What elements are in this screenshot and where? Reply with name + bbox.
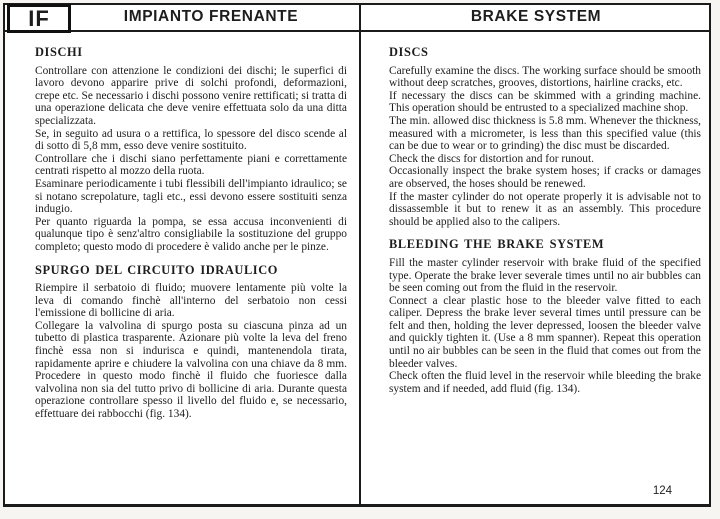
column-divider (359, 3, 361, 507)
page-number: 124 (652, 485, 672, 497)
section-logo-if (7, 4, 71, 33)
section-heading: BLEEDING THE BRAKE SYSTEM (389, 237, 605, 252)
header-title-english: BRAKE SYSTEM (470, 8, 602, 25)
paragraph: Check often the fluid level in the reservoir while bleeding the brake system and if needed, add fluid (fig. 134). (389, 370, 701, 395)
paragraph: Carefully examine the discs. The working surface should be smooth without deep scratches, grooves, distortions, hairline cracks, etc. (389, 64, 701, 90)
paragraph: Controllare con attenzione le condizioni dei dischi; le superfici di lavoro devono apparire prive di solchi profondi, deformazioni, crepe etc. Se necessario i dischi possono venire rettificati; si tratta di una operazione delicata che deve venire effettuata solo da una ditta specializzata. (35, 64, 347, 127)
paragraph: Collegare la valvolina di spurgo posta su ciascuna pinza ad un tubetto di plastica trasparente. Azionare più volte la leva del freno finchè essa non si indurisca e quindi, mantenendola tirata, rapidamente aprire e chiudere la valvolina con una chiave da 8 mm. Procedere in questo modo finchè il fluido che fuoriesce dalla valvolina non sia del tutto privo di bollicine di aria. Durante questa operazione controllare spesso il livello del fluido e, se necessario, effettuare dei rabbocchi (fig. 134). (35, 319, 347, 421)
paragraph: Occasionally inspect the brake system hoses; if cracks or damages are observed, the hoses should be renewed. (389, 165, 701, 190)
paragraph: Controllare che i dischi siano perfettamente piani e correttamente centrati rispetto al mozzo della ruota. (35, 152, 347, 178)
text-section (389, 238, 701, 395)
paragraph: The min. allowed disc thickness is 5.8 mm. Whenever the thickness, measured with a micrometer, is less than this specified value (this can be due to wear or to grinding) the disc must be discarded. (389, 114, 701, 153)
section-heading: DISCS (389, 45, 429, 59)
section-heading: DISCHI (35, 45, 83, 59)
section-heading: SPURGO DEL CIRCUITO IDRAULICO (35, 262, 279, 277)
header-rule (3, 30, 711, 32)
text-section (35, 264, 347, 421)
column-english (389, 46, 701, 395)
paragraph: Se, in seguito ad usura o a rettifica, lo spessore del disco scende al di sotto di 5,8 mm, esso deve venire sostituito. (35, 127, 347, 153)
text-section (389, 46, 701, 228)
paragraph: Connect a clear plastic hose to the bleeder valve fitted to each caliper. Depress the brake lever several times until pressure can be felt and then, holding the lever depressed, loosen the bleeder valve and quickly tighten it. (Use a 8 mm spanner). Repeat this operation until no air bubbles can be seen in the fluid that comes out from the bleeder valves. (389, 294, 701, 370)
paragraph: Check the discs for distortion and for runout. (389, 152, 594, 165)
header-title-italian: IMPIANTO FRENANTE (123, 8, 299, 25)
paragraph: If the master cylinder do not operate properly it is advisable not to dissassemble it but to renew it as an assembly. This procedure should be applied also to the calipers. (389, 190, 701, 228)
paragraph: Per quanto riguarda la pompa, se essa accusa inconvenienti di qualunque tipo è senz'altro consigliabile la sostituzione del gruppo completo; questo modo di procedere è valido anche per le pinze. (35, 215, 347, 253)
paragraph: Fill the master cylinder reservoir with brake fluid of the specified type. Operate the brake lever severale times until no air bubbles can be seen coming out from the fluid in the reservoir. (389, 256, 701, 295)
paragraph: If necessary the discs can be skimmed with a grinding machine. This operation should be entrusted to a specialized machine shop. (389, 89, 701, 115)
text-section (35, 46, 347, 254)
paragraph: Esaminare periodicamente i tubi flessibili dell'impianto idraulico; se si notano screpolature, tagli etc., essi devono essere sostituiti senza indugio. (35, 177, 347, 216)
column-italian (35, 46, 347, 421)
paragraph: Riempire il serbatoio di fluido; muovere lentamente più volte la leva di comando finchè all'interno del serbatoio non cessi l'emissione di bollicine di aria. (35, 282, 347, 320)
logo-text: IF (28, 5, 50, 31)
